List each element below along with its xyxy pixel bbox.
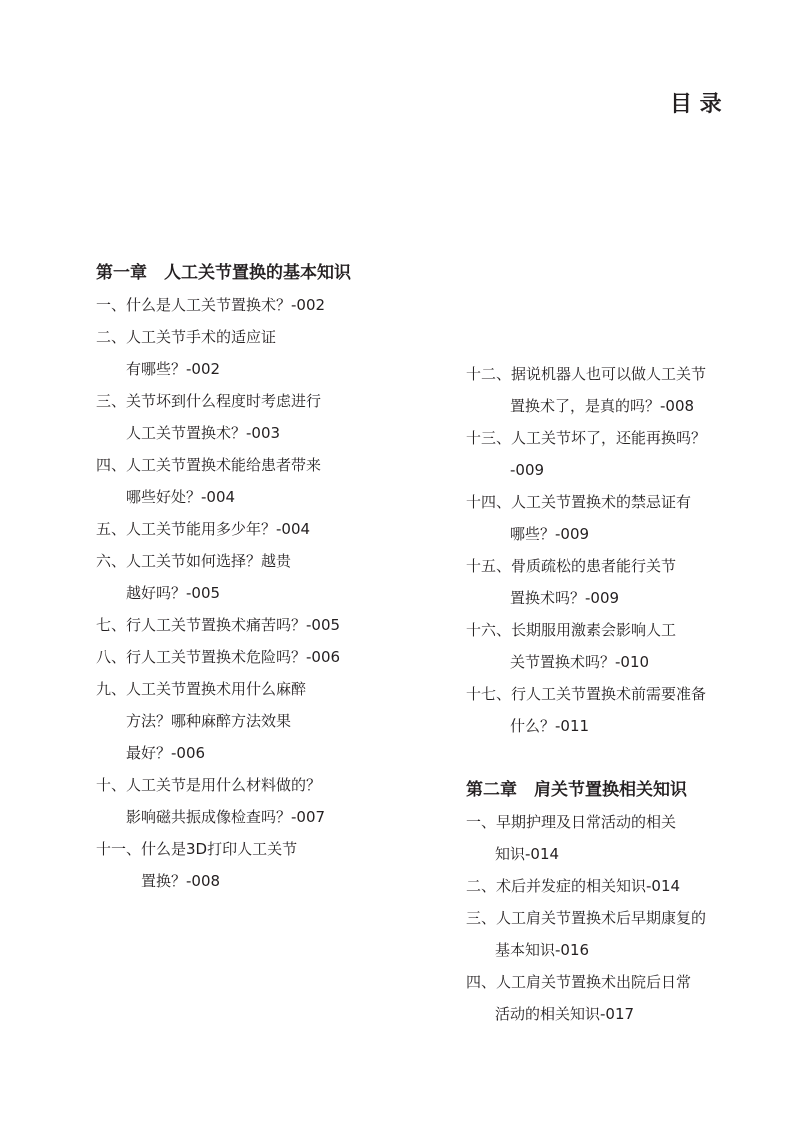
toc-entry-line: 人工关节置换术？-003 [126,424,281,442]
toc-entry-line: 越好吗？-005 [126,584,221,602]
toc-entry-line: 活动的相关知识-017 [495,1005,635,1023]
toc-entry-line: 十、人工关节是用什么材料做的？ [96,776,322,794]
toc-entry-line: 置换术了，是真的吗？-008 [510,397,695,415]
toc-entry-line: 哪些？-009 [510,525,590,543]
chapter-heading: 第一章 人工关节置换的基本知识 [96,263,351,283]
toc-entry-line: 哪些好处？-004 [126,488,236,506]
toc-entry-line: 十五、骨质疏松的患者能行关节 [466,557,677,575]
toc-entry-line: 八、行人工关节置换术危险吗？-006 [96,648,341,666]
toc-entry-line: 三、人工肩关节置换术后早期康复的 [466,909,707,927]
toc-entry-line: 三、关节坏到什么程度时考虑进行 [96,392,322,410]
toc-entry-line: 十一、什么是3D打印人工关节 [96,840,298,858]
page-title: 目 录 [670,91,722,117]
toc-entry-line: 影响磁共振成像检查吗？-007 [126,808,326,826]
toc-entry-line: 知识-014 [495,845,560,863]
toc-entry-line: 什么？-011 [510,717,590,735]
toc-entry-line: 四、人工关节置换术能给患者带来 [96,456,322,474]
toc-entry-line: 七、行人工关节置换术痛苦吗？-005 [96,616,341,634]
toc-entry-line: 基本知识-016 [495,941,590,959]
toc-entry-line: 十七、行人工关节置换术前需要准备 [466,685,707,703]
toc-entry-line: 一、什么是人工关节置换术？-002 [96,296,326,314]
chapter-heading: 第二章 肩关节置换相关知识 [466,780,687,800]
toc-entry-line: 方法？哪种麻醉方法效果 [126,712,292,730]
toc-entry-line: 置换术吗？-009 [510,589,620,607]
toc-entry-line: 九、人工关节置换术用什么麻醉 [96,680,307,698]
toc-entry-line: 五、人工关节能用多少年？-004 [96,520,311,538]
toc-entry-line: 置换？-008 [141,872,221,890]
toc-entry-line: 二、人工关节手术的适应证 [96,328,277,346]
toc-entry-line: -009 [510,461,545,479]
toc-entry-line: 二、术后并发症的相关知识-014 [466,877,681,895]
toc-entry-line: 最好？-006 [126,744,206,762]
toc-entry-line: 十二、据说机器人也可以做人工关节 [466,365,707,383]
toc-entry-line: 十三、人工关节坏了，还能再换吗？ [466,429,707,447]
toc-entry-line: 十四、人工关节置换术的禁忌证有 [466,493,692,511]
toc-entry-line: 有哪些？-002 [126,360,221,378]
toc-entry-line: 十六、长期服用激素会影响人工 [466,621,677,639]
toc-entry-line: 四、人工肩关节置换术出院后日常 [466,973,692,991]
toc-entry-line: 关节置换术吗？-010 [510,653,650,671]
toc-entry-line: 一、早期护理及日常活动的相关 [466,813,677,831]
toc-entry-line: 六、人工关节如何选择？越贵 [96,552,292,570]
